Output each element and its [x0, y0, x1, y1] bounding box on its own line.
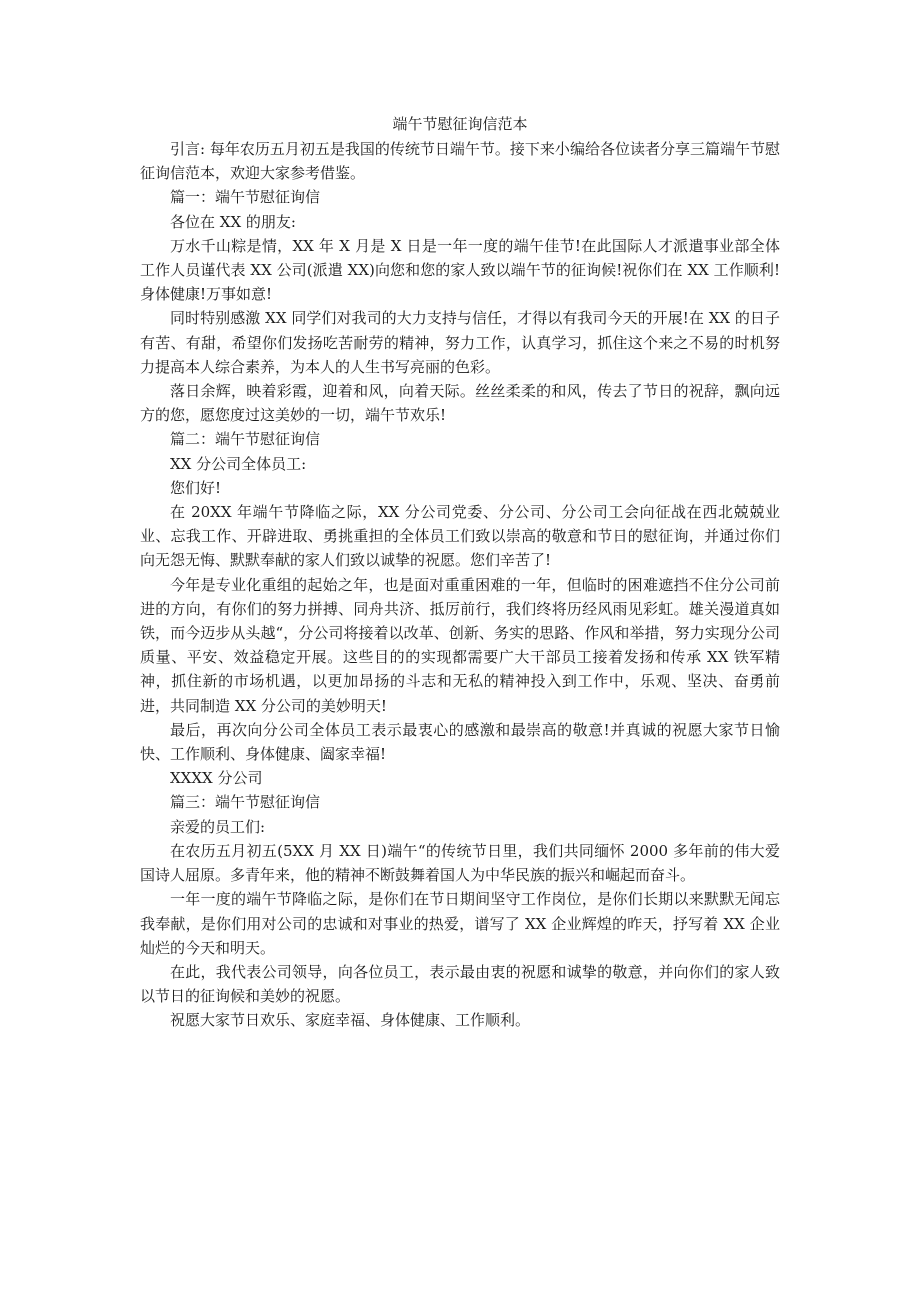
intro-paragraph: 引言: 每年农历五月初五是我国的传统节日端午节。接下来小编给各位读者分享三篇端午节慰征询信范本，欢迎大家参考借鉴。	[140, 140, 780, 183]
letter-3-paragraph: 在此，我代表公司领导，向各位员工，表示最由衷的祝愿和诚挚的敬意，并向你们的家人致以节日的征询候和美妙的祝愿。	[140, 962, 780, 1006]
letter-1-paragraph: 万水千山粽是情，XX 年 X 月是 X 日是一年一度的端午佳节!在此国际人才派遣事业部全体工作人员谨代表 XX 公司(派遣 XX)向您和您的家人致以端午节的征询候!祝你们在 XX 工作顺利!身体健康!万事如意!	[140, 236, 780, 304]
letter-3-paragraph: 一年一度的端午节降临之际，是你们在节日期间坚守工作岗位，是你们长期以来默默无闻忘我奉献，是你们用对公司的忠诚和对事业的热爱，谱写了 XX 企业辉煌的昨天，抒写着 XX 企业灿烂的今天和明天。	[140, 890, 780, 957]
letter-3-closing: 祝愿大家节日欢乐、家庭幸福、身体健康、工作顺利。	[170, 1011, 531, 1030]
section-heading-3: 篇三：端午节慰征询信	[170, 793, 321, 812]
letter-3-salutation: 亲爱的员工们:	[170, 817, 266, 836]
letter-2-paragraph: 在 20XX 年端午节降临之际，XX 分公司党委、分公司、分公司工会向征战在西北兢兢业业、忘我工作、开辟进取、勇挑重担的全体员工们致以崇高的敬意和节日的慰征询，并通过你们向无怨无悔、默默奉献的家人们致以诚挚的祝愿。您们辛苦了!	[140, 503, 780, 570]
letter-2-paragraph: 最后，再次向分公司全体员工表示最衷心的感激和最崇高的敬意!并真诚的祝愿大家节日愉快、工作顺利、身体健康、阖家幸福!	[140, 720, 780, 764]
document-body	[140, 137, 780, 1033]
letter-2-signature: XXXX 分公司	[170, 769, 263, 788]
document-title: 端午节慰征询信范本	[392, 115, 528, 133]
letter-2-greeting: 您们好!	[170, 478, 222, 497]
document-page	[140, 112, 780, 1033]
letter-2-paragraph: 今年是专业化重组的起始之年，也是面对重重困难的一年，但临时的困难遮挡不住分公司前进的方向，有你们的努力拼搏、同舟共济、抵厉前行，我们终将历经风雨见彩虹。雄关漫道真如铁，而今迈步从头越“，分公司将接着以改革、创新、务实的思路、作风和举措，努力实现分公司质量、平安、效益稳定开展。这些目的的实现都需要广大干部员工接着发扬和传承 XX 铁军精神，抓住新的市场机遇，以更加昂扬的斗志和无私的精神投入到工作中，乐观、坚决、奋勇前进，共同制造 XX 分公司的美妙明天!	[140, 575, 780, 715]
letter-1-salutation: 各位在 XX 的朋友:	[170, 212, 296, 231]
section-heading-2: 篇二：端午节慰征询信	[170, 430, 321, 449]
letter-1-paragraph: 落日余辉，映着彩霞，迎着和风，向着天际。丝丝柔柔的和风，传去了节日的祝辞，飘向远方的您，愿您度过这美妙的一切，端午节欢乐!	[140, 382, 780, 425]
letter-1-paragraph: 同时特别感激 XX 同学们对我司的大力支持与信任，才得以有我司今天的开展!在 XX 的日子有苦、有甜，希望你们发扬吃苦耐劳的精神，努力工作，认真学习，抓住这个来之不易的时机努力提高本人综合素养，为本人的人生书写亮丽的色彩。	[140, 309, 780, 376]
letter-2-salutation: XX 分公司全体员工:	[170, 454, 307, 473]
section-heading-1: 篇一：端午节慰征询信	[170, 188, 321, 207]
letter-3-paragraph: 在农历五月初五(5XX 月 XX 日)端午“的传统节日里，我们共同缅怀 2000 多年前的伟大爱国诗人屈原。多青年来，他的精神不断鼓舞着国人为中华民族的振兴和崛起而奋斗。	[140, 841, 780, 885]
